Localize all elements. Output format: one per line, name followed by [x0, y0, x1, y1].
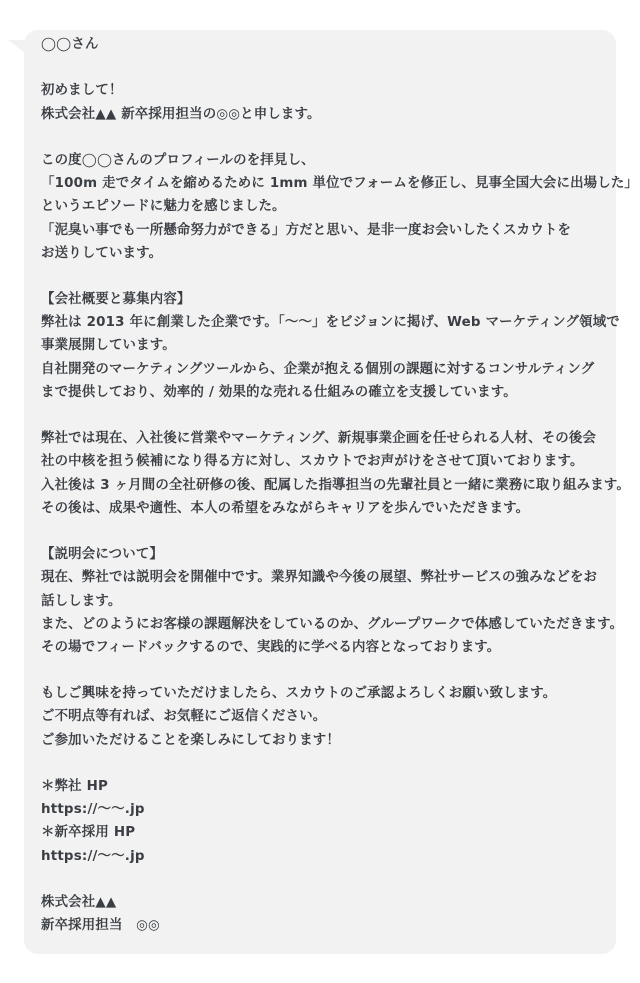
- message-blank-line: [41, 265, 611, 288]
- message-line: 現在、弊社では説明会を開催中です。業界知識や今後の展望、弊社サービスの強みなどをお: [41, 570, 598, 586]
- message-line: また、どのようにお客様の課題解決をしているのか、グループワークで体感していただきます。: [41, 616, 624, 632]
- message-line: その場でフィードバックするので、実践的に学べる内容となっております。: [41, 639, 501, 655]
- message-line: 【会社概要と募集内容】: [41, 292, 191, 308]
- message-line: というエピソードに魅力を感じました。: [41, 199, 286, 215]
- message-line: 株式会社▲▲ 新卒採用担当の◎◎と申します。: [41, 106, 321, 122]
- message-line: ＊弊社 HP: [41, 779, 109, 794]
- message-line: 弊社では現在、入社後に営業やマーケティング、新規事業企画を任せられる人材、その後会: [41, 431, 597, 447]
- message-line: https://〜〜.jp: [41, 802, 145, 818]
- message-line: もしご興味を持っていただけましたら、スカウトのご承認よろしくお願い致します。: [41, 686, 557, 702]
- message-line: 弊社は 2013 年に創業した企業です。「〜〜」をビジョンに掲げ、Web マーケティング領域で: [41, 315, 620, 331]
- message-line: 新卒採用担当 ◎◎: [41, 918, 160, 934]
- message-line: 初めまして！: [41, 83, 123, 99]
- message-blank-line: [41, 752, 611, 775]
- message-line: 自社開発のマーケティングツールから、企業が抱える個別の課題に対するコンサルティング: [41, 361, 595, 377]
- message-line: その後は、成果や適性、本人の希望をみながらキャリアを歩んでいただきます。: [41, 500, 530, 516]
- message-blank-line: [41, 56, 611, 79]
- message-line: 話しします。: [41, 593, 122, 609]
- message-line: ◯◯さん: [41, 37, 99, 52]
- message-line: 社の中核を担う候補になり得る方に対し、スカウトでお声がけをさせて頂いております。: [41, 454, 584, 470]
- message-line: 「泥臭い事でも一所懸命努力ができる」方だと思い、是非一度お会いしたくスカウトを: [41, 222, 572, 238]
- scout-message-body: [41, 33, 639, 937]
- message-blank-line: [41, 126, 611, 149]
- message-line: お送りしています。: [41, 245, 163, 261]
- message-line: 【説明会について】: [41, 547, 164, 563]
- message-blank-line: [41, 520, 611, 543]
- message-line: ＊新卒採用 HP: [41, 825, 136, 841]
- message-line: ご不明点等有れば、お気軽にご返信ください。: [41, 709, 327, 725]
- message-line: 株式会社▲▲: [41, 894, 117, 910]
- message-line: まで提供しており、効率的 / 効果的な売れる仕組みの確立を支援しています。: [41, 384, 517, 400]
- message-blank-line: [41, 868, 611, 891]
- message-blank-line: [41, 404, 611, 427]
- message-line: 入社後は 3 ヶ月間の全社研修の後、配属した指導担当の先輩社員と一緒に業務に取り組みます。: [41, 477, 630, 493]
- message-line: 事業展開しています。: [41, 338, 176, 354]
- message-line: 「100m 走でタイムを縮めるために 1mm 単位でフォームを修正し、見事全国大会に出場した」: [41, 176, 639, 192]
- message-line: https://〜〜.jp: [41, 848, 145, 864]
- message-line: この度◯◯さんのプロフィールのを拝見し、: [41, 152, 315, 168]
- message-line: ご参加いただけることを楽しみにしております！: [41, 732, 340, 748]
- message-blank-line: [41, 659, 611, 682]
